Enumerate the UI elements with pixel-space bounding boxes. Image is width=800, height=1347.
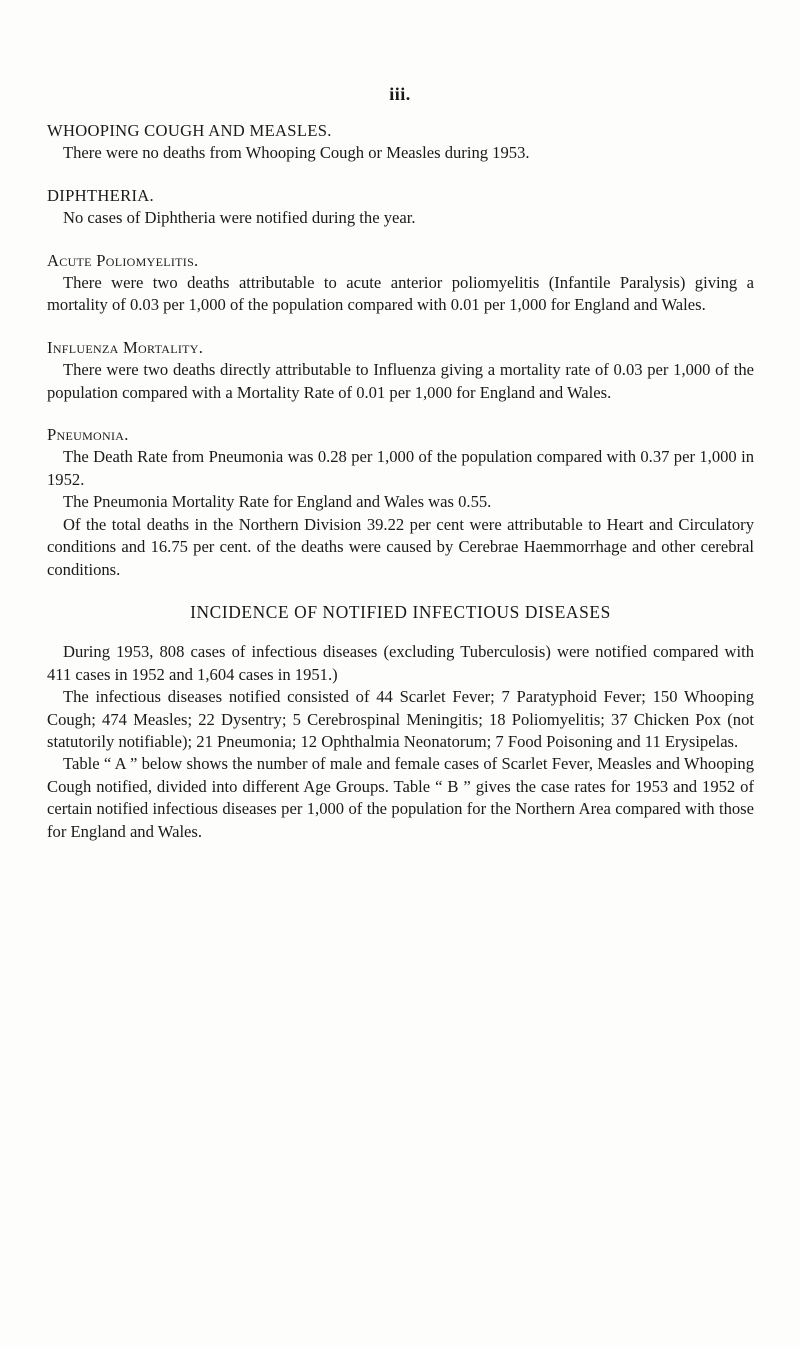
paragraph: During 1953, 808 cases of infectious diseases (excluding Tuberculosis) were notified compared with 411 cases in 1952 and 1,604 cases in 1951.) [47, 642, 754, 684]
section-whooping-cough-measles [47, 120, 754, 165]
paragraph: The infectious diseases notified consisted of 44 Scarlet Fever; 7 Paratyphoid Fever; 150 Whooping Cough; 474 Measles; 22 Dysentry; 5 Cerebrospinal Meningitis; 18 Poliomyelitis; 37 Chicken Pox (not statutorily notifiable); 21 Pneumonia; 12 Ophthalmia Neonatorum; 7 Food Poisoning and 11 Erysipelas. [47, 687, 754, 751]
paragraph: There were two deaths attributable to acute anterior poliomyelitis (Infantile Paralysis) giving a mortality of 0.03 per 1,000 of the population compared with 0.01 per 1,000 for England and Wales. [47, 273, 754, 315]
page-number: iii. [389, 84, 411, 104]
paragraph: The Death Rate from Pneumonia was 0.28 per 1,000 of the population compared with 0.37 per 1,000 in 1952. [47, 447, 754, 489]
section-heading: Pneumonia. [47, 425, 129, 445]
section-diphtheria [47, 185, 754, 230]
paragraph: No cases of Diphtheria were notified during the year. [63, 208, 416, 228]
section-heading: DIPHTHERIA. [47, 185, 155, 205]
paragraph: Table “ A ” below shows the number of male and female cases of Scarlet Fever, Measles and Whooping Cough notified, divided into different Age Groups. Table “ B ” gives the case rates for 1953 and 1952 of certain notified infectious diseases per 1,000 of the population for the Northern Area compared with those for England and Wales. [47, 754, 754, 841]
section-heading: Influenza Mortality. [47, 337, 204, 357]
incidence-heading: INCIDENCE OF NOTIFIED INFECTIOUS DISEASES [190, 601, 611, 622]
section-influenza-mortality [47, 337, 754, 404]
section-heading: WHOOPING COUGH AND MEASLES. [47, 121, 332, 140]
paragraph: There were two deaths directly attributable to Influenza giving a mortality rate of 0.03 per 1,000 of the population compared with a Mortality Rate of 0.01 per 1,000 for England and Wales. [47, 360, 754, 402]
section-pneumonia [47, 424, 754, 581]
section-incidence [47, 641, 754, 843]
paragraph: There were no deaths from Whooping Cough or Measles during 1953. [63, 143, 530, 163]
page-content [47, 120, 754, 863]
section-heading: Acute Poliomyelitis. [47, 250, 199, 270]
section-acute-poliomyelitis [47, 250, 754, 317]
paragraph: The Pneumonia Mortality Rate for England and Wales was 0.55. [63, 492, 492, 512]
paragraph: Of the total deaths in the Northern Division 39.22 per cent were attributable to Heart and Circulatory conditions and 16.75 per cent. of the deaths were caused by Cerebrae Haemmorrhage and other cerebral conditions. [47, 514, 754, 579]
